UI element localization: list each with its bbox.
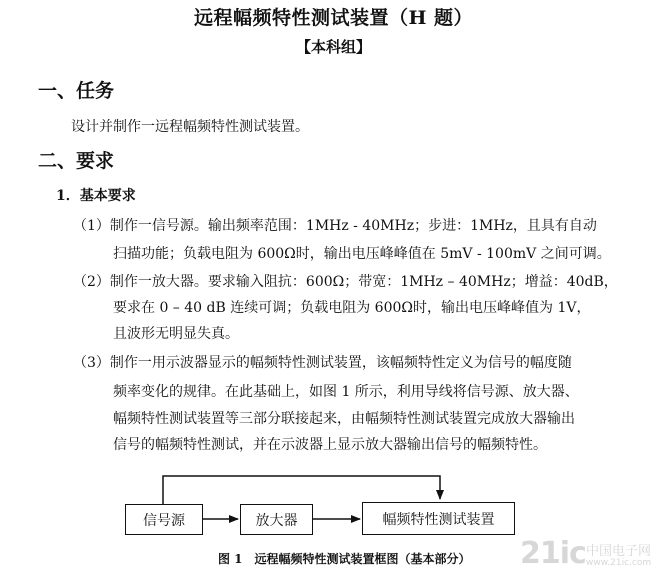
signal-source-block: 信号源 xyxy=(125,504,203,535)
requirement-3-line-1: （3）制作一用示波器显示的幅频特性测试装置，该幅频特性定义为信号的幅度随 xyxy=(73,355,572,371)
requirement-3-line-3: 幅频特性测试装置等三部分联接起来，由幅频特性测试装置完成放大器输出 xyxy=(113,411,575,427)
signal-path-line xyxy=(163,476,440,504)
requirement-3-line-2: 频率变化的规律。在此基础上，如图 1 所示，利用导线将信号源、放大器、 xyxy=(113,384,579,400)
page-subtitle: 【本科组】 xyxy=(295,38,371,56)
requirement-2-line-1: （2）制作一放大器。要求输入阻抗：600Ω；带宽：1MHz – 40MHz；增益：40dB， xyxy=(73,274,618,290)
requirement-1-line-1: （1）制作一信号源。输出频率范围：1MHz - 40MHz；步进：1MHz，且具有自动 xyxy=(73,218,597,234)
page-title: 远程幅频特性测试装置（H 题） xyxy=(193,7,474,29)
requirement-2-line-3: 且波形无明显失真。 xyxy=(113,326,239,342)
task-text: 设计并制作一远程幅频特性测试装置。 xyxy=(71,119,309,135)
figure-caption: 图 1 远程幅频特性测试装置框图（基本部分） xyxy=(218,552,471,566)
requirement-2-line-2: 要求在 0 – 40 dB 连续可调；负载电阻为 600Ω时，输出电压峰峰值为 1V， xyxy=(113,300,591,316)
amplifier-block: 放大器 xyxy=(240,504,313,535)
requirements-heading: 二、要求 xyxy=(38,150,115,172)
task-heading: 一、任务 xyxy=(38,80,115,102)
watermark-url: www.21ic.com xyxy=(586,558,652,568)
requirement-1-line-2: 扫描功能；负载电阻为 600Ω时，输出电压峰峰值在 5mV - 100mV 之间可调。 xyxy=(113,246,611,262)
frequency-response-tester-block: 幅频特性测试装置 xyxy=(362,502,515,535)
watermark-cn: 中国电子网 xyxy=(586,544,652,559)
basic-requirements-heading: 1．基本要求 xyxy=(56,188,136,204)
requirement-3-line-4: 信号的幅频特性测试，并在示波器上显示放大器输出信号的幅频特性。 xyxy=(113,437,547,453)
watermark-logo: 21ic xyxy=(520,536,586,571)
block-diagram-connectors xyxy=(0,466,667,546)
